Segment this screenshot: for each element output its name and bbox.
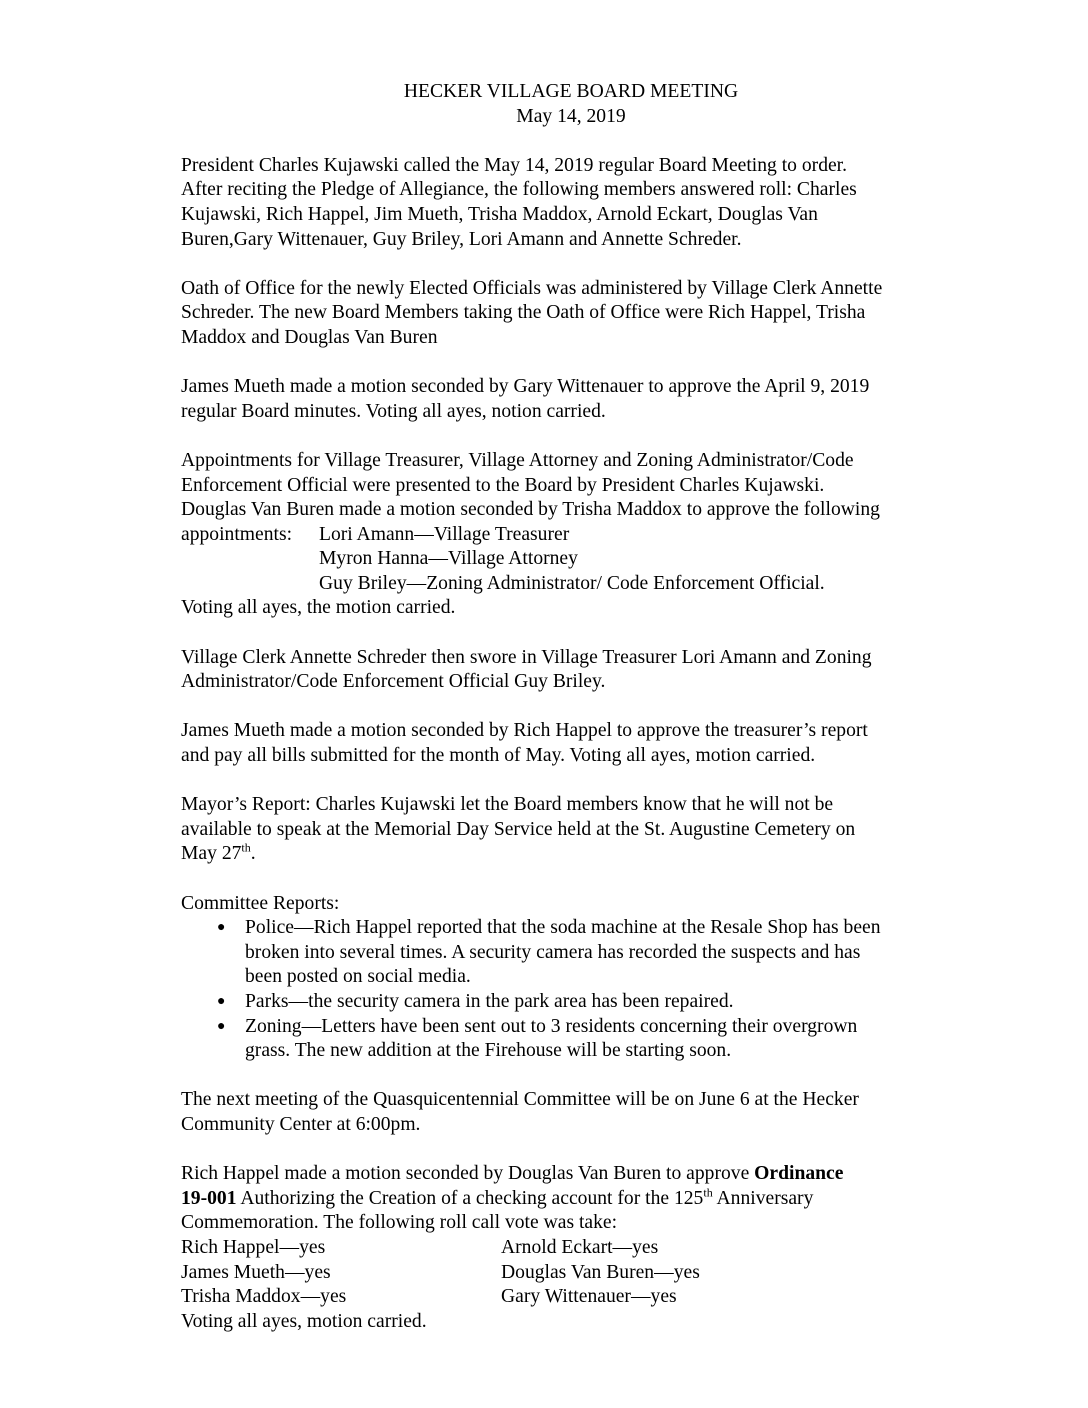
list-item <box>181 990 971 1015</box>
document-title: HECKER VILLAGE BOARD MEETING <box>403 81 739 102</box>
text-line <box>181 842 971 867</box>
text-line: Douglas Van Buren made a motion seconded by Trisha Maddox to approve the following <box>181 499 880 521</box>
text-line: Oath of Office for the newly Elected Officials was administered by Village Clerk Annette <box>181 277 883 299</box>
committee-report-list <box>181 916 971 1064</box>
text-line: Community Center at 6:00pm. <box>181 1113 421 1135</box>
vote-entry: Arnold Eckart—yes <box>501 1236 659 1258</box>
text-line: broken into several times. A security camera has recorded the suspects and has <box>245 941 861 963</box>
superscript: th <box>703 1185 713 1200</box>
roll-call-vote <box>181 1236 971 1310</box>
text-line: Voting all ayes, the motion carried. <box>181 597 456 619</box>
committee-heading: Committee Reports: <box>181 892 340 914</box>
oath-paragraph <box>181 277 971 351</box>
vote-entry: Gary Wittenauer—yes <box>501 1286 677 1308</box>
text-fragment: May 27 <box>181 843 242 865</box>
call-to-order-paragraph <box>181 154 971 252</box>
text-line: After reciting the Pledge of Allegiance, the following members answered roll: Charles <box>181 179 857 201</box>
text-line: Buren,Gary Wittenauer, Guy Briley, Lori Amann and Annette Schreder. <box>181 228 742 250</box>
swearing-in-paragraph <box>181 646 971 695</box>
appointment-item <box>181 547 971 572</box>
bullet-icon: ● <box>217 993 226 1009</box>
text-line: Administrator/Code Enforcement Official Guy Briley. <box>181 671 606 693</box>
list-item <box>181 1015 971 1040</box>
minutes-paragraph <box>181 375 971 424</box>
text-fragment: Authorizing the Creation of a checking account for the 125 <box>236 1187 704 1209</box>
list-item-continuation <box>181 1039 971 1064</box>
text-line: Mayor’s Report: Charles Kujawski let the Board members know that he will not be <box>181 794 834 816</box>
appointment-text: Myron Hanna—Village Attorney <box>319 548 578 570</box>
vote-entry: Trisha Maddox—yes <box>181 1286 347 1308</box>
appointment-text: Guy Briley—Zoning Administrator/ Code Enforcement Official. <box>319 572 825 594</box>
vote-entry: Rich Happel—yes <box>181 1236 326 1258</box>
text-line: Maddox and Douglas Van Buren <box>181 326 438 348</box>
treasurer-paragraph <box>181 719 971 768</box>
list-item-continuation <box>181 941 971 966</box>
document-header <box>181 80 961 129</box>
text-line <box>181 1162 971 1187</box>
text-line: Parks—the security camera in the park area has been repaired. <box>245 990 734 1012</box>
appointment-item <box>181 523 971 548</box>
text-line: grass. The new addition at the Firehouse will be starting soon. <box>245 1040 732 1062</box>
ordinance-paragraph <box>181 1162 971 1334</box>
text-line: Appointments for Village Treasurer, Village Attorney and Zoning Administrator/Code <box>181 449 854 471</box>
meeting-date: May 14, 2019 <box>516 105 626 127</box>
text-line <box>181 1187 971 1212</box>
bold-text: Ordinance <box>754 1163 844 1185</box>
text-fragment: . <box>250 843 256 865</box>
document-body <box>181 80 971 1334</box>
text-line: James Mueth made a motion seconded by Rich Happel to approve the treasurer’s report <box>181 720 868 742</box>
appointment-text: Lori Amann—Village Treasurer <box>319 523 570 545</box>
mayor-report-paragraph <box>181 793 971 867</box>
text-line: Commemoration. The following roll call vote was take: <box>181 1212 618 1234</box>
bold-text: 19-001 <box>181 1187 237 1209</box>
text-line: and pay all bills submitted for the month of May. Voting all ayes, motion carried. <box>181 745 816 767</box>
text-line: regular Board minutes. Voting all ayes, notion carried. <box>181 400 606 422</box>
quasquicentennial-paragraph <box>181 1088 971 1137</box>
list-item <box>181 916 971 941</box>
text-line: The next meeting of the Quasquicentennial Committee will be on June 6 at the Hecker <box>181 1089 859 1111</box>
text-line: Enforcement Official were presented to the Board by President Charles Kujawski. <box>181 474 825 496</box>
appointments-paragraph <box>181 449 971 621</box>
text-line: Voting all ayes, motion carried. <box>181 1310 427 1332</box>
text-fragment: Anniversary <box>712 1187 814 1209</box>
superscript: th <box>241 840 251 855</box>
committee-reports-section <box>181 892 971 1064</box>
bullet-icon: ● <box>217 920 226 936</box>
text-line: James Mueth made a motion seconded by Gary Wittenauer to approve the April 9, 2019 <box>181 376 870 398</box>
appointments-label: appointments: <box>181 523 293 545</box>
text-line: Kujawski, Rich Happel, Jim Mueth, Trisha Maddox, Arnold Eckart, Douglas Van <box>181 203 818 225</box>
text-line: available to speak at the Memorial Day Service held at the St. Augustine Cemetery on <box>181 818 856 840</box>
text-line: President Charles Kujawski called the May 14, 2019 regular Board Meeting to order. <box>181 154 848 176</box>
text-line: Schreder. The new Board Members taking the Oath of Office were Rich Happel, Trisha <box>181 302 866 324</box>
appointment-item <box>181 572 971 597</box>
vote-entry: Douglas Van Buren—yes <box>501 1261 700 1283</box>
vote-entry: James Mueth—yes <box>181 1261 331 1283</box>
text-fragment: Rich Happel made a motion seconded by Douglas Van Buren to approve <box>181 1163 755 1185</box>
text-line: been posted on social media. <box>245 966 471 988</box>
text-line: Village Clerk Annette Schreder then swore in Village Treasurer Lori Amann and Zoning <box>181 646 872 668</box>
text-line: Zoning—Letters have been sent out to 3 residents concerning their overgrown <box>245 1015 858 1037</box>
bullet-icon: ● <box>217 1018 226 1034</box>
list-item-continuation <box>181 965 971 990</box>
text-line: Police—Rich Happel reported that the soda machine at the Resale Shop has been <box>245 917 881 939</box>
